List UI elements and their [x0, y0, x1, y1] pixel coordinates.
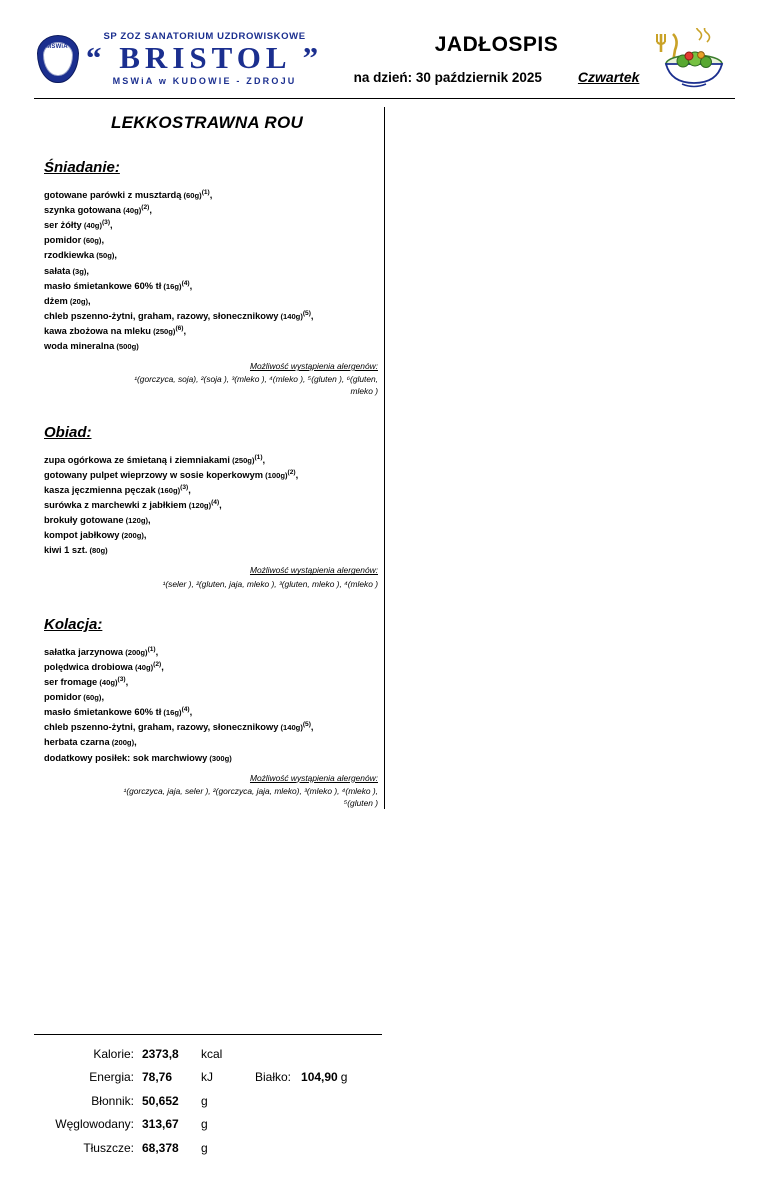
- dish-quantity: (250g): [230, 455, 255, 465]
- dish-name: pomidor: [44, 235, 82, 246]
- dish-quantity: (250g): [150, 326, 176, 336]
- dish-quantity: (60g): [81, 236, 102, 246]
- dish-quantity: (16g): [161, 708, 182, 718]
- dish-quantity: (80g): [87, 546, 108, 556]
- dish-quantity: (300g): [207, 753, 232, 763]
- dish-quantity: (200g): [123, 647, 148, 657]
- dish-separator: ,: [310, 310, 314, 321]
- dish-separator: ,: [125, 677, 129, 688]
- dish-name: masło śmietankowe 60% tł: [44, 280, 162, 291]
- dish-quantity: (500g): [114, 342, 139, 352]
- dish-name: kawa zbożowa na mleku: [44, 325, 151, 336]
- meal-section: [34, 616, 380, 809]
- date-label: na dzień: 30 październik 2025: [353, 70, 542, 85]
- dish-quantity: (200g): [119, 531, 144, 541]
- dish-name: rzodkiewka: [44, 250, 95, 261]
- dish-separator: ,: [155, 646, 159, 657]
- allergen-marker: (4): [181, 279, 190, 287]
- sanatorium-logo: [34, 32, 334, 86]
- dish-quantity: (100g): [263, 470, 288, 480]
- nutrition-value: 68,378: [142, 1140, 179, 1155]
- dish-name: sałata: [44, 265, 71, 276]
- dish-separator: ,: [110, 220, 113, 231]
- page-title: JADŁOSPIS: [434, 33, 559, 56]
- logo-text-block: [86, 32, 323, 86]
- nutrition-unit: g: [201, 1117, 208, 1132]
- dish-name: sałatka jarzynowa: [44, 646, 124, 657]
- allergen-note-line: ¹(gorczyca, jaja, seler ), ²(gorczyca, jaja, mleko), ³(mleko ), ⁴(mleko ),: [123, 785, 378, 796]
- dish-item: [44, 705, 380, 720]
- dish-item: [44, 279, 380, 294]
- dish-quantity: (120g): [186, 501, 212, 511]
- dish-quantity: (60g): [181, 191, 202, 201]
- dish-item: [44, 513, 380, 528]
- allergen-marker: (2): [287, 468, 296, 476]
- dish-quantity: (40g): [132, 662, 154, 672]
- meals-host: [34, 159, 380, 809]
- dish-name: brokuły gotowane: [44, 515, 124, 526]
- dish-name: dodatkowy posiłek: sok marchwiowy: [44, 752, 208, 763]
- dish-separator: ,: [148, 515, 151, 526]
- dish-item: [44, 264, 380, 279]
- allergen-note: [44, 360, 380, 398]
- nutrition-value-secondary: 104,90: [301, 1070, 338, 1085]
- allergen-marker: (1): [254, 453, 263, 461]
- menu-content: [34, 99, 735, 809]
- allergen-marker: (3): [117, 676, 126, 683]
- nutrition-divider: [34, 1034, 382, 1035]
- nutrition-value: 313,67: [142, 1117, 179, 1132]
- dish-item: [44, 468, 380, 483]
- dish-item: [44, 675, 380, 690]
- dish-name: zupa ogórkowa ze śmietaną i ziemniakami: [44, 454, 230, 465]
- menu-column-right: [385, 99, 735, 809]
- dish-separator: ,: [189, 707, 193, 718]
- allergen-marker: (3): [101, 219, 111, 227]
- allergen-note-title: Możliwość wystąpienia alergenów:: [249, 772, 378, 783]
- nutrition-label-secondary: Białko:: [255, 1070, 292, 1085]
- allergen-marker: (4): [181, 706, 190, 714]
- allergen-marker: (3): [180, 483, 189, 491]
- dish-separator: ,: [188, 485, 191, 496]
- dish-separator: ,: [189, 280, 193, 291]
- nutrition-row: [34, 1090, 382, 1113]
- dish-separator: ,: [262, 454, 266, 465]
- dish-separator: ,: [219, 500, 222, 511]
- dish-quantity: (20g): [67, 296, 89, 306]
- nutrition-summary: [34, 1034, 382, 1160]
- dish-separator: ,: [295, 469, 299, 480]
- dish-separator: ,: [143, 530, 147, 541]
- emblem-label: MSWiA: [46, 43, 68, 50]
- allergen-marker: (6): [175, 324, 184, 332]
- dish-item: [44, 751, 380, 766]
- allergen-marker: (2): [153, 660, 162, 668]
- allergen-marker: (1): [147, 645, 156, 653]
- meal-name: Obiad:: [44, 423, 92, 441]
- dish-quantity: (3g): [70, 266, 87, 276]
- dish-name: chleb pszenno-żytni, graham, razowy, słonecznikowy: [44, 310, 279, 321]
- logo-main-line: “ BRISTOL ”: [86, 40, 324, 76]
- meal-bowl-icon: [649, 28, 735, 90]
- nutrition-unit-secondary: g: [340, 1070, 348, 1085]
- allergen-note-line: ¹(seler ), ²(gluten, jaja, mleko ), ³(gluten, mleko ), ⁴(mleko ): [162, 578, 378, 589]
- dish-separator: ,: [114, 250, 117, 261]
- nutrition-label: Węglowodany:: [55, 1117, 134, 1132]
- meal-section: [34, 424, 380, 590]
- dish-separator: ,: [88, 295, 91, 306]
- dish-item: [44, 645, 380, 660]
- nutrition-value: 2373,8: [142, 1047, 179, 1061]
- allergen-marker: (5): [302, 721, 311, 729]
- page-header: [34, 0, 735, 92]
- nutrition-unit: kJ: [201, 1070, 213, 1085]
- dish-quantity: (40g): [81, 221, 102, 231]
- allergen-note-title: Możliwość wystąpienia alergenów:: [249, 361, 378, 372]
- nutrition-row: [34, 1066, 382, 1089]
- allergen-note-title: Możliwość wystąpienia alergenów:: [249, 565, 378, 576]
- dish-quantity: (50g): [94, 251, 115, 261]
- dish-item: [44, 294, 380, 309]
- meal-name: Kolacja:: [44, 615, 103, 633]
- dish-name: woda mineralna: [44, 341, 115, 352]
- nutrition-row: [34, 1043, 382, 1066]
- logo-bottom-line: MSWiA w KUDOWIE - ZDROJU: [112, 76, 297, 87]
- dish-item: [44, 188, 380, 203]
- nutrition-label: Tłuszcze:: [83, 1140, 134, 1155]
- dish-item: [44, 720, 380, 735]
- dish-separator: ,: [161, 661, 164, 672]
- nutrition-row: [34, 1113, 382, 1136]
- dish-name: pomidor: [44, 692, 82, 703]
- dish-name: dżem: [44, 295, 68, 306]
- dish-item: [44, 735, 380, 750]
- mswia-emblem-icon: [34, 33, 80, 85]
- nutrition-rows-host: [34, 1043, 382, 1160]
- dish-item: [44, 528, 380, 543]
- dish-name: kiwi 1 szt.: [44, 545, 88, 556]
- allergen-marker: (5): [302, 309, 311, 317]
- dish-separator: ,: [310, 722, 314, 733]
- nutrition-label: Energia:: [89, 1070, 134, 1085]
- logo-top-line: SP ZOZ SANATORIUM UZDROWISKOWE: [103, 30, 306, 42]
- dish-item: [44, 339, 380, 354]
- nutrition-unit: g: [201, 1140, 208, 1155]
- dish-item: [44, 203, 380, 218]
- allergen-note-line: ⁵(gluten ): [343, 797, 378, 808]
- dish-quantity: (160g): [155, 486, 181, 496]
- title-block: [334, 33, 649, 85]
- dish-separator: ,: [149, 205, 152, 216]
- dish-quantity: (16g): [161, 281, 182, 291]
- dish-item: [44, 309, 380, 324]
- dish-name: gotowany pulpet wieprzowy w sosie koperkowym: [44, 469, 264, 480]
- nutrition-value: 78,76: [142, 1070, 173, 1085]
- dish-quantity: (40g): [97, 678, 118, 688]
- dish-item: [44, 498, 380, 513]
- dish-item: [44, 248, 380, 263]
- nutrition-unit: g: [201, 1093, 208, 1108]
- dish-quantity: (40g): [120, 206, 142, 216]
- weekday-label: Czwartek: [577, 69, 640, 85]
- allergen-note-line: ¹(gorczyca, soja), ²(soja ), ³(mleko ), ⁴(mleko ), ⁵(gluten ), ⁶(gluten,: [134, 374, 378, 385]
- dish-name: kompot jabłkowy: [44, 530, 120, 541]
- nutrition-label: Błonnik:: [91, 1093, 134, 1108]
- dish-name: ser fromage: [44, 677, 98, 688]
- dish-separator: ,: [209, 190, 213, 201]
- diet-title: LEKKOSTRAWNA ROU: [110, 113, 304, 132]
- allergen-note-line: mleko ): [350, 386, 378, 397]
- dish-quantity: (140g): [278, 311, 303, 321]
- nutrition-label: Kalorie:: [93, 1047, 134, 1061]
- allergen-marker: (2): [141, 204, 150, 212]
- meal-section: [34, 159, 380, 398]
- dish-name: herbata czarna: [44, 737, 110, 748]
- dish-item: [44, 543, 380, 558]
- nutrition-value: 50,652: [142, 1093, 179, 1108]
- dish-item: [44, 324, 380, 339]
- dish-quantity: (200g): [109, 738, 135, 748]
- dish-quantity: (120g): [123, 516, 149, 526]
- dish-name: chleb pszenno-żytni, graham, razowy, słonecznikowy: [44, 722, 279, 733]
- dish-item: [44, 233, 380, 248]
- nutrition-row: [34, 1137, 382, 1160]
- dish-separator: ,: [183, 325, 187, 336]
- allergen-note: [44, 564, 380, 589]
- dish-item: [44, 218, 380, 233]
- date-row: [344, 69, 649, 85]
- dish-separator: ,: [86, 265, 89, 276]
- dish-separator: ,: [134, 737, 137, 748]
- dish-name: masło śmietankowe 60% tł: [44, 707, 162, 718]
- allergen-marker: (4): [211, 499, 220, 507]
- dish-name: szynka gotowana: [44, 205, 121, 216]
- dish-name: polędwica drobiowa: [44, 661, 133, 672]
- dish-quantity: (60g): [81, 693, 102, 703]
- dish-item: [44, 660, 380, 675]
- allergen-note: [44, 772, 380, 810]
- dish-name: ser żółty: [44, 220, 82, 231]
- dish-separator: ,: [101, 692, 105, 703]
- dish-separator: ,: [101, 235, 105, 246]
- dish-item: [44, 690, 380, 705]
- meal-name: Śniadanie:: [44, 159, 120, 176]
- nutrition-unit: kcal: [201, 1047, 223, 1061]
- menu-column-left: [34, 99, 384, 809]
- dish-name: surówka z marchewki z jabłkiem: [44, 500, 187, 511]
- dish-name: gotowane parówki z musztardą: [44, 190, 182, 201]
- dish-name: kasza jęczmienna pęczak: [44, 485, 156, 496]
- allergen-marker: (1): [201, 189, 210, 196]
- dish-item: [44, 453, 380, 468]
- dish-item: [44, 483, 380, 498]
- dish-quantity: (140g): [278, 723, 303, 733]
